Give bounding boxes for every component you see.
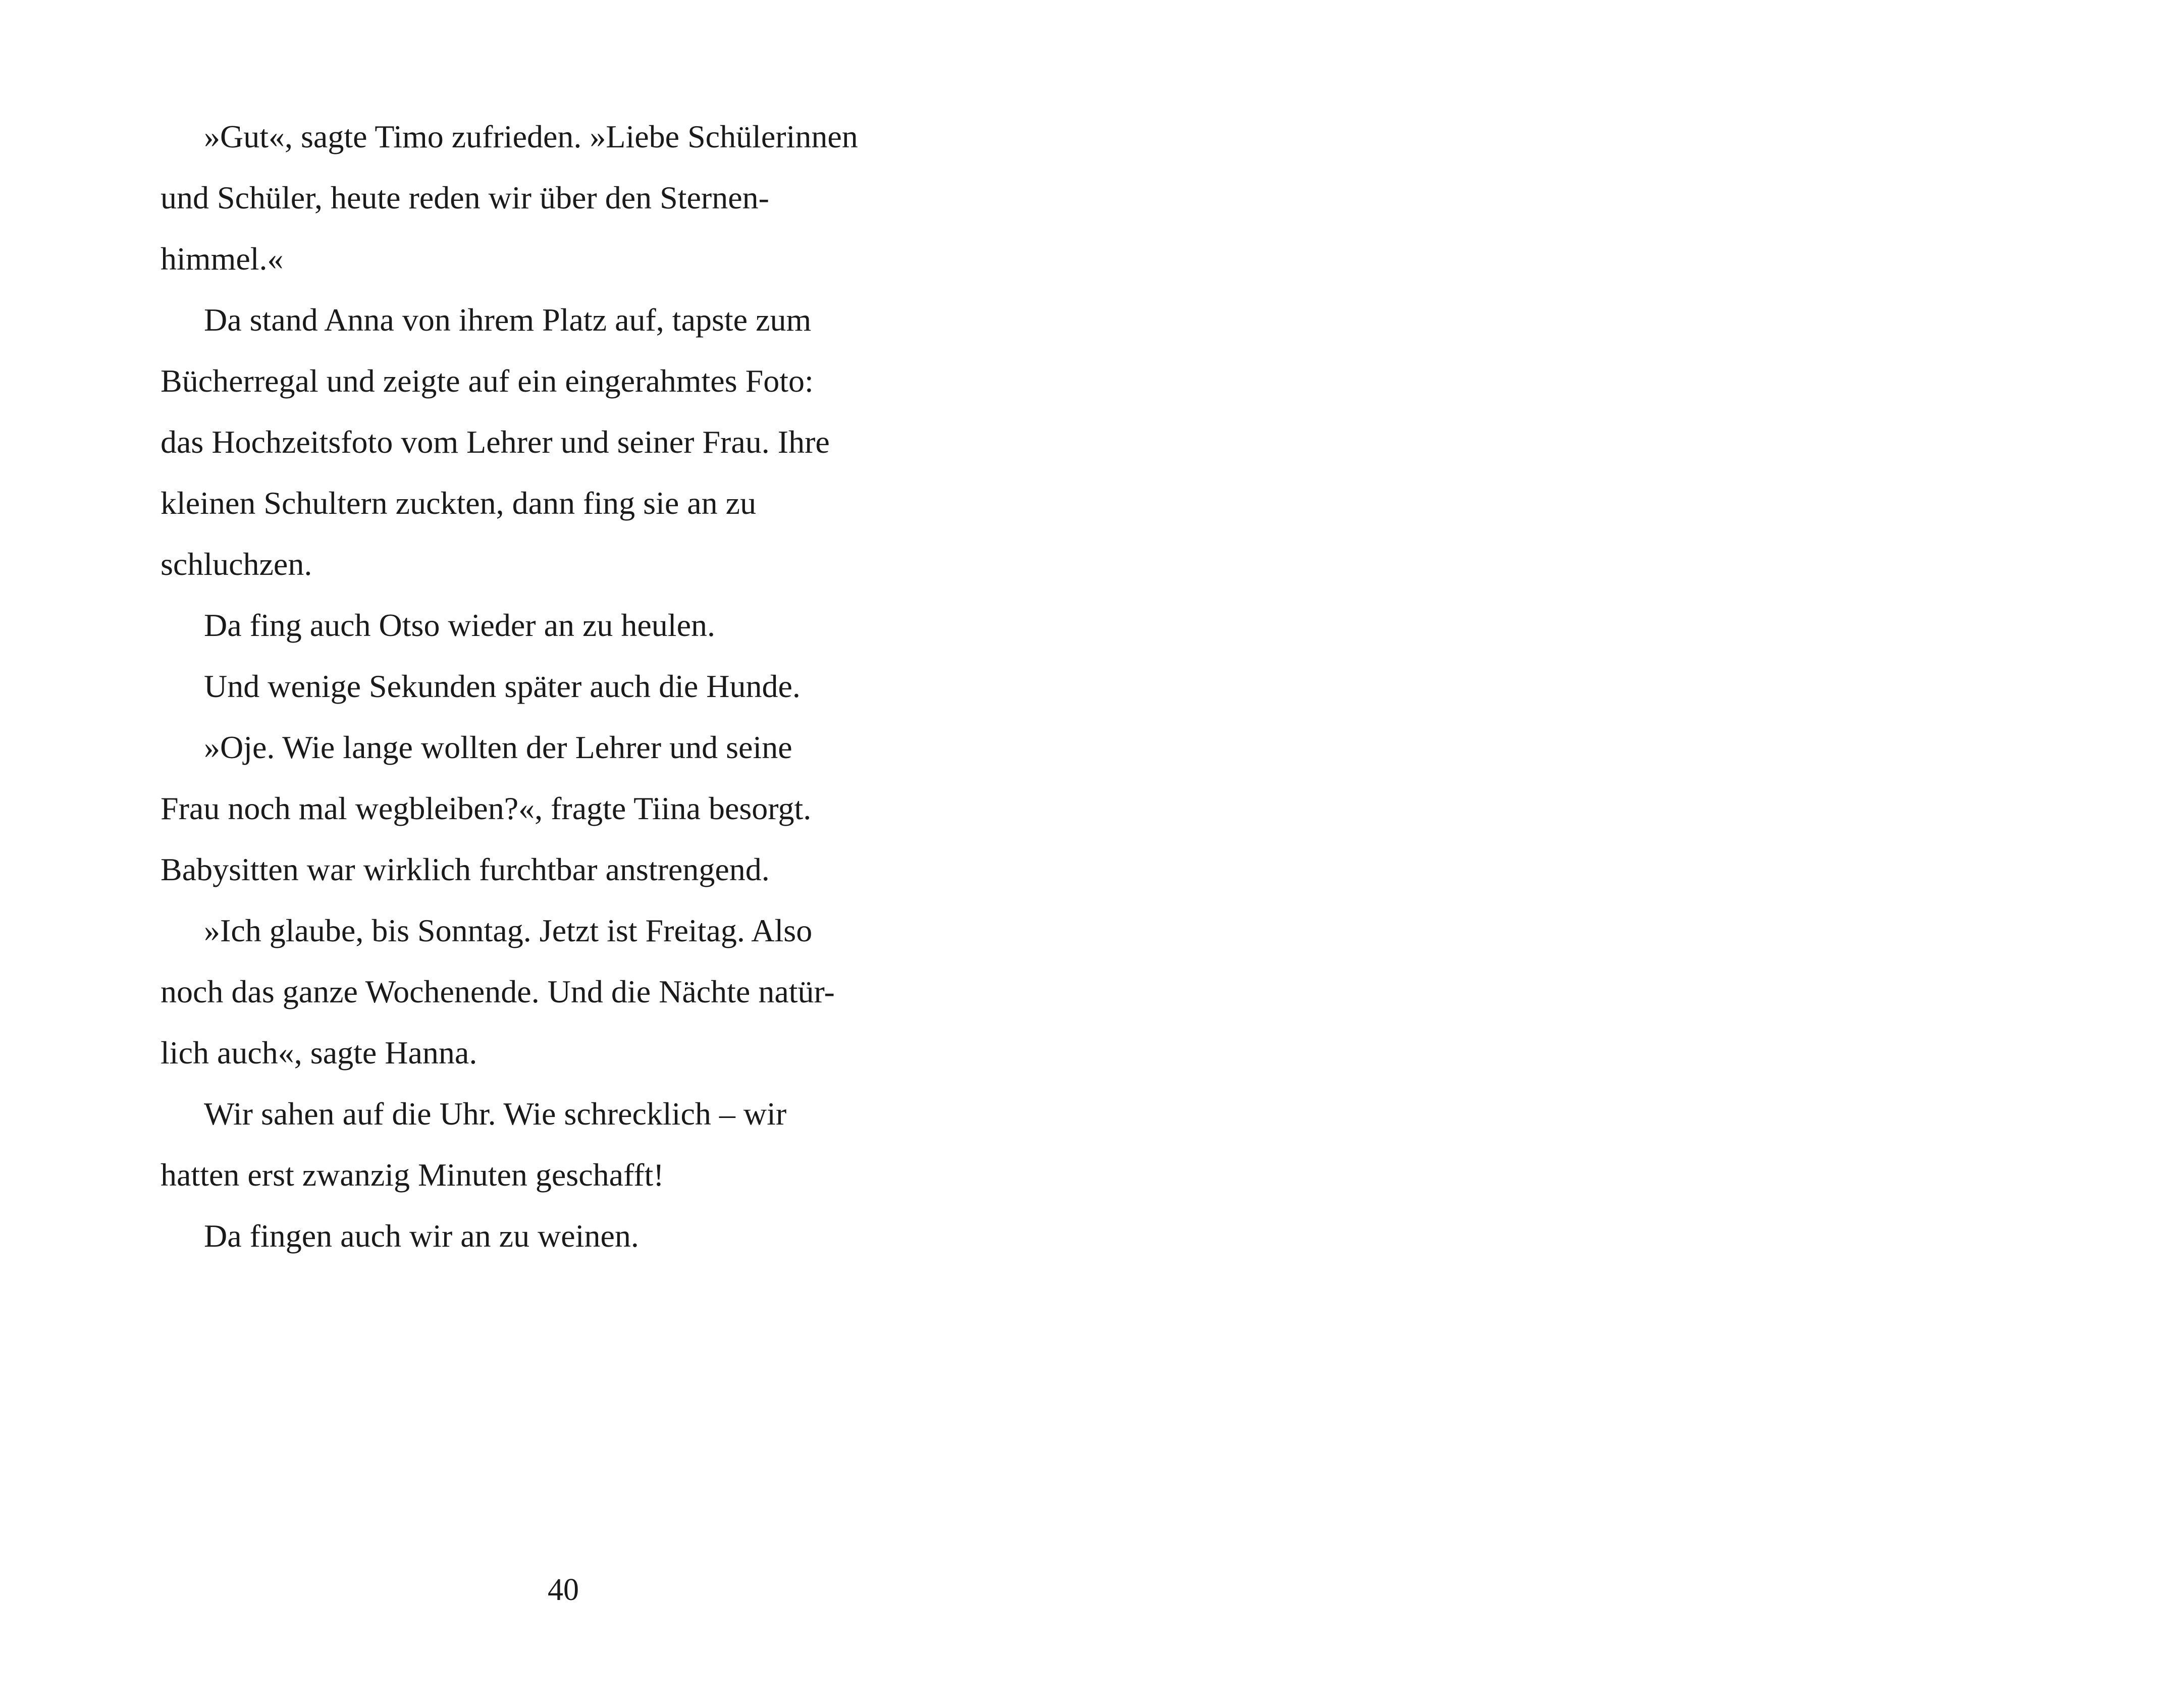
text-line: »Gut«, sagte Timo zufrieden. »Liebe Schülerinnen [204, 119, 858, 154]
text-line: hatten erst zwanzig Minuten geschafft! [161, 1157, 664, 1193]
text-line: und Schüler, heute reden wir über den Sternen- [161, 180, 769, 216]
text-line: kleinen Schultern zuckten, dann fing sie an zu [161, 485, 757, 521]
text-line: Babysitten war wirklich furchtbar anstrengend. [161, 851, 770, 887]
text-line: das Hochzeitsfoto vom Lehrer und seiner Frau. Ihre [161, 424, 830, 460]
text-line: himmel.« [161, 241, 284, 277]
text-line: Da fing auch Otso wieder an zu heulen. [204, 607, 715, 643]
text-line: noch das ganze Wochenende. Und die Nächte natür- [161, 974, 835, 1009]
text-line: Wir sahen auf die Uhr. Wie schrecklich – wir [204, 1096, 787, 1132]
page-number: 40 [548, 1573, 579, 1607]
text-line: »Ich glaube, bis Sonntag. Jetzt ist Freitag. Also [204, 913, 813, 948]
text-line: Und wenige Sekunden später auch die Hunde. [204, 668, 801, 704]
text-line: Da fingen auch wir an zu weinen. [204, 1218, 639, 1254]
text-line: Da stand Anna von ihrem Platz auf, tapste zum [204, 302, 812, 338]
text-line: Bücherregal und zeigte auf ein eingerahmtes Foto: [161, 363, 814, 399]
text-line: schluchzen. [161, 546, 312, 582]
right-page [1091, 0, 2182, 1708]
body-text [161, 106, 968, 1266]
text-line: lich auch«, sagte Hanna. [161, 1035, 477, 1071]
text-line: Frau noch mal wegbleiben?«, fragte Tiina besorgt. [161, 790, 812, 826]
text-line: »Oje. Wie lange wollten der Lehrer und seine [204, 729, 792, 765]
